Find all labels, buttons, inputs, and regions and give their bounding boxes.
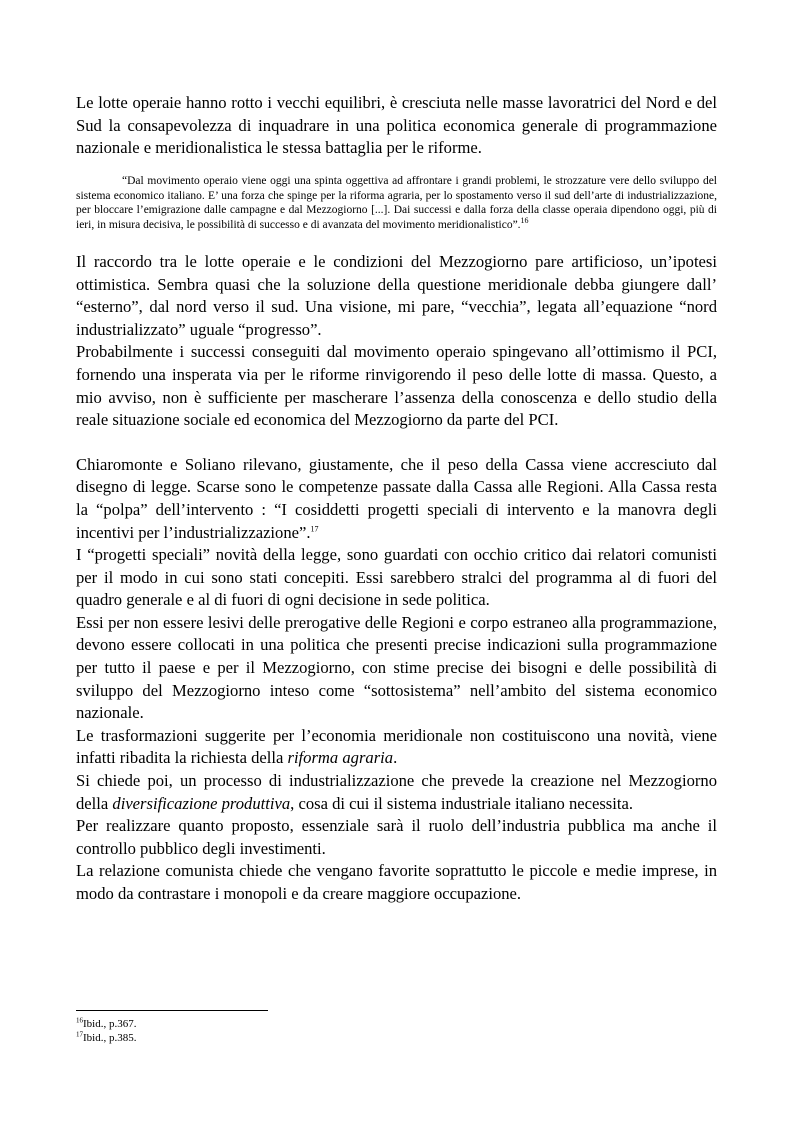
footnote-ref-17: 17 — [310, 523, 319, 533]
paragraph-4-text: Chiaromonte e Soliano rilevano, giustamente, che il peso della Cassa viene accresciuto dal disegno di legge. Scarse sono le competenze passate dalla Cassa alle Regioni. Alla Cassa resta la “polpa” dell’intervento : “I cosiddetti progetti speciali di intervento e la manovra degli incentivi per l’industrializzazione”. — [76, 454, 717, 542]
footnote-text: Ibid., p.385. — [83, 1032, 137, 1044]
paragraph-4 — [76, 454, 717, 544]
footnote-number: 17 — [76, 1030, 83, 1039]
paragraph-5: I “progetti speciali” novità della legge, sono guardati con occhio critico dai relatori comunisti per il modo in cui sono stati concepiti. Essi sarebbero stralci del programma al di fuori del quadro generale e al di fuori di ogni decisione in sede politica. — [76, 545, 717, 610]
footnotes — [76, 1010, 717, 1045]
footnote-separator — [76, 1010, 268, 1011]
paragraph-10: La relazione comunista chiede che vengano favorite soprattutto le piccole e medie imprese, in modo da contrastare i monopoli e da creare maggiore occupazione. — [76, 861, 717, 903]
paragraph-6: Essi per non essere lesivi delle prerogative delle Regioni e corpo estraneo alla programmazione, devono essere collocati in una politica che presenti precise indicazioni sulla programmazione per tutto il paese e per il Mezzogiorno, con stime precise dei bisogni e delle possibilità di sviluppo del Mezzogiorno inteso come “sottosistema” nell’ambito del sistema economico nazionale. — [76, 612, 717, 723]
document-page — [76, 92, 717, 906]
paragraph-8-text: Si chiede poi, un processo di industrializzazione che prevede la creazione nel Mezzogiorno della — [76, 771, 717, 813]
footnote-16 — [76, 1017, 717, 1031]
paragraph-3: Probabilmente i successi conseguiti dal movimento operaio spingevano all’ottimismo il PCI, fornendo una insperata via per le riforme rinvigorendo il peso delle lotte di massa. Questo, a mio avviso, non è sufficiente per mascherare l’assenza della conoscenza e dello studio della reale situazione sociale ed economica del Mezzogiorno da parte del PCI. — [76, 342, 717, 430]
block-quote — [76, 174, 717, 233]
paragraph-7-end: . — [393, 748, 398, 768]
emphasis-riforma-agraria: riforma agraria — [287, 748, 394, 768]
emphasis-diversificazione-produttiva: diversificazione produttiva — [112, 793, 291, 813]
paragraph-8 — [76, 770, 717, 815]
footnote-text: Ibid., p.367. — [83, 1018, 137, 1030]
paragraph-7-text: Le trasformazioni suggerite per l’economia meridionale non costituiscono una novità, viene infatti ribadita la richiesta della — [76, 725, 717, 768]
footnote-ref-16: 16 — [520, 216, 529, 226]
paragraph-8-end: , cosa di cui il sistema industriale italiano necessita. — [290, 793, 634, 813]
block-quote-text: “Dal movimento operaio viene oggi una spinta oggettiva ad affrontare i grandi problemi, le strozzature vere dello sviluppo del sistema economico italiano. E’ una forza che spinge per la riforma agraria, per lo spostamento verso il sud dell’arte di industrializzazione, per bloccare l’emigrazione dalle campagne e dal Mezzogiorno [...]. Dai successi e dalla forza della classe operaia dipendono oggi, più di ieri, in misura decisiva, le possibilità di successo e di avanzata del movimento meridionalistico”. — [76, 174, 717, 232]
paragraph-7 — [76, 725, 717, 770]
footnote-number: 16 — [76, 1016, 83, 1025]
paragraph-spacer — [76, 432, 717, 454]
footnote-17 — [76, 1031, 717, 1045]
paragraph-2: Il raccordo tra le lotte operaie e le condizioni del Mezzogiorno pare artificioso, un’ipotesi ottimistica. Sembra quasi che la soluzione della questione meridionale debba giungere dall’ “esterno”, dal nord verso il sud. Una visione, mi pare, “vecchia”, legata all’equazione “nord industrializzato” uguale “progresso”. — [76, 251, 717, 339]
paragraph-9: Per realizzare quanto proposto, essenziale sarà il ruolo dell’industria pubblica ma anche il controllo pubblico degli investimenti. — [76, 816, 717, 858]
paragraph-1: Le lotte operaie hanno rotto i vecchi equilibri, è cresciuta nelle masse lavoratrici del Nord e del Sud la consapevolezza di inquadrare in una politica economica generale di programmazione nazionale e meridionalistica le stessa battaglia per le riforme. — [76, 93, 717, 158]
